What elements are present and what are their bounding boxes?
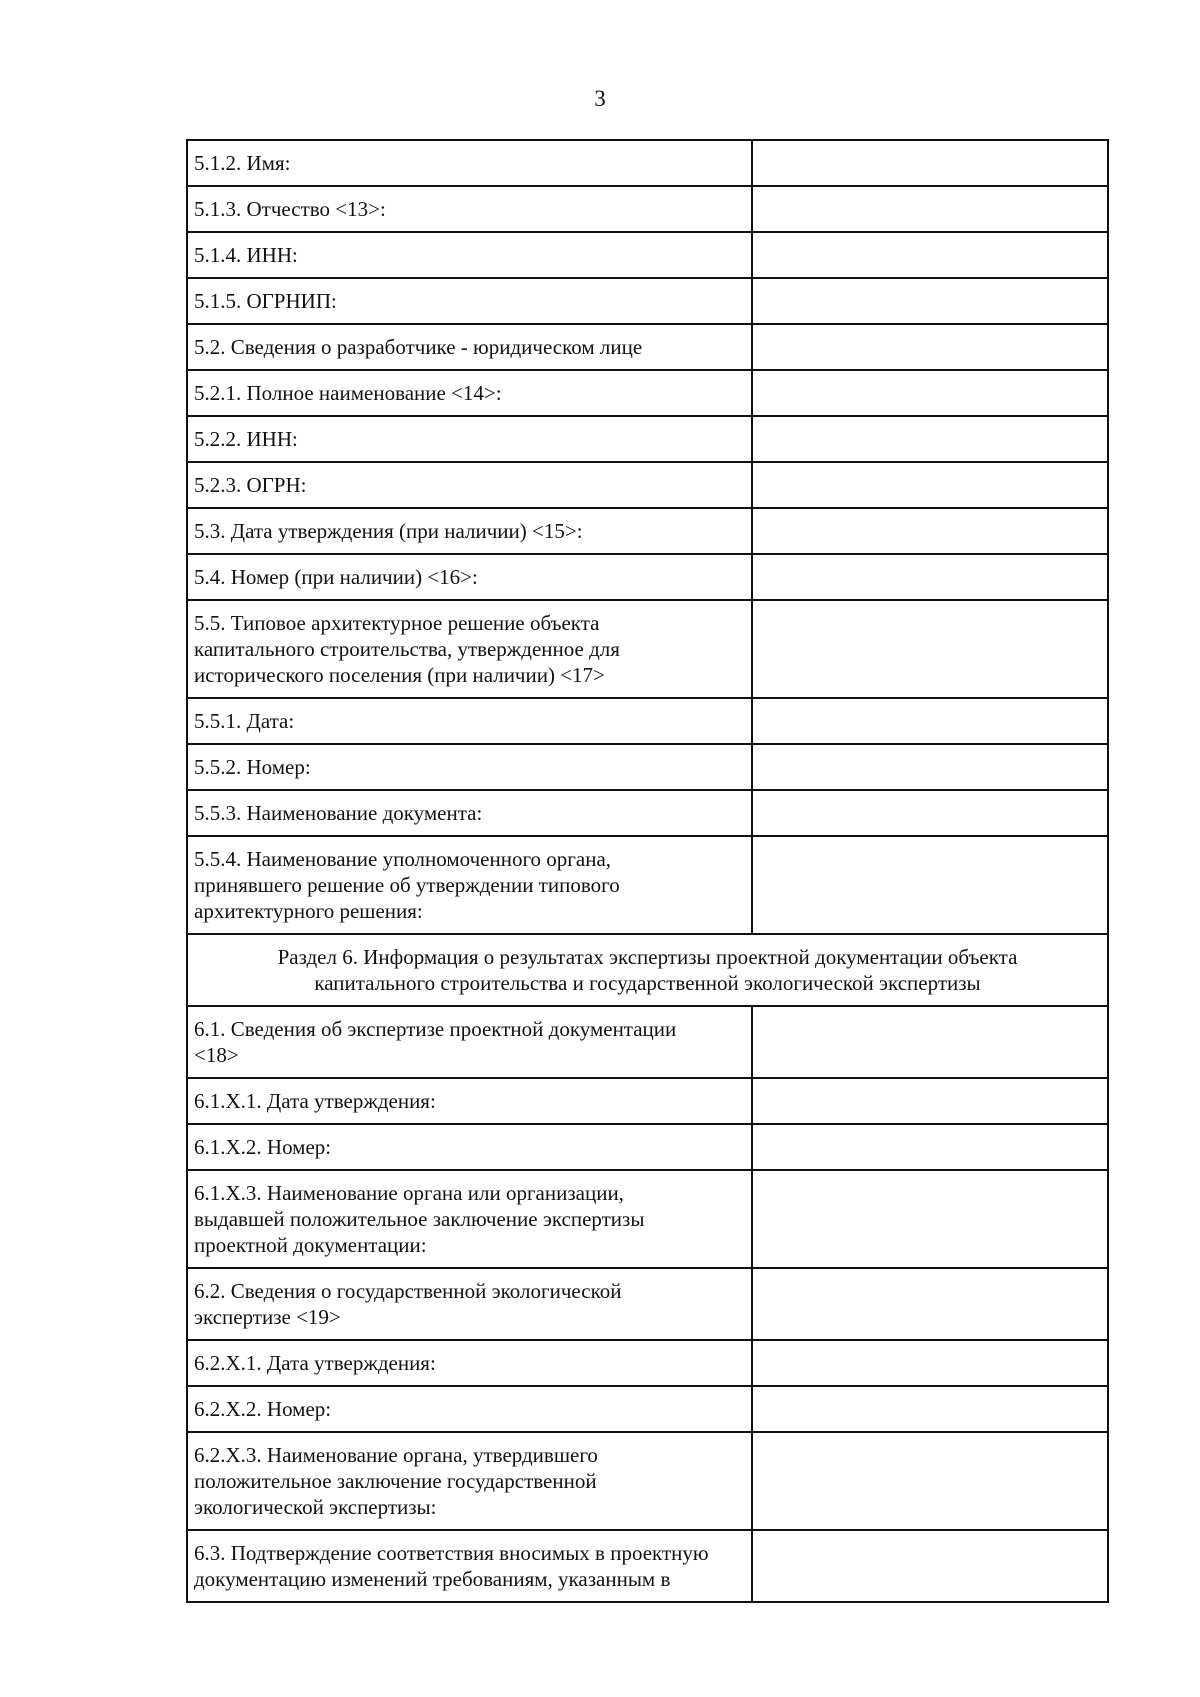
form-row bbox=[187, 600, 1108, 698]
field-value bbox=[752, 462, 1108, 508]
field-label: 5.3. Дата утверждения (при наличии) <15>: bbox=[187, 508, 752, 554]
form-row bbox=[187, 554, 1108, 600]
field-value bbox=[752, 508, 1108, 554]
form-row bbox=[187, 324, 1108, 370]
field-value bbox=[752, 278, 1108, 324]
field-label: 5.5.4. Наименование уполномоченного органа, принявшего решение об утверждении типового архитектурного решения: bbox=[187, 836, 752, 934]
field-value bbox=[752, 1340, 1108, 1386]
field-label: 5.2.3. ОГРН: bbox=[187, 462, 752, 508]
form-row bbox=[187, 1170, 1108, 1268]
field-value bbox=[752, 416, 1108, 462]
form-row bbox=[187, 1432, 1108, 1530]
field-value bbox=[752, 1268, 1108, 1340]
form-row bbox=[187, 1386, 1108, 1432]
field-value bbox=[752, 554, 1108, 600]
field-value bbox=[752, 1386, 1108, 1432]
field-label: 5.2.2. ИНН: bbox=[187, 416, 752, 462]
field-label: 5.5.3. Наименование документа: bbox=[187, 790, 752, 836]
field-label: 6.1. Сведения об экспертизе проектной документации <18> bbox=[187, 1006, 752, 1078]
field-value bbox=[752, 600, 1108, 698]
field-value bbox=[752, 744, 1108, 790]
form-row bbox=[187, 698, 1108, 744]
field-label: 5.1.3. Отчество <13>: bbox=[187, 186, 752, 232]
form-row bbox=[187, 508, 1108, 554]
field-value bbox=[752, 1006, 1108, 1078]
field-value bbox=[752, 324, 1108, 370]
field-value bbox=[752, 1432, 1108, 1530]
field-value bbox=[752, 232, 1108, 278]
form-row bbox=[187, 370, 1108, 416]
form-row bbox=[187, 1078, 1108, 1124]
form-row bbox=[187, 1530, 1108, 1602]
field-label: 6.1.X.3. Наименование органа или организации, выдавшей положительное заключение экспертизы проектной документации: bbox=[187, 1170, 752, 1268]
form-row bbox=[187, 416, 1108, 462]
section-heading: Раздел 6. Информация о результатах экспертизы проектной документации объекта капитального строительства и государственной экологической экспертизы bbox=[187, 934, 1108, 1006]
form-table bbox=[186, 139, 1109, 1603]
form-row bbox=[187, 1006, 1108, 1078]
field-label: 6.2.X.2. Номер: bbox=[187, 1386, 752, 1432]
field-value bbox=[752, 1124, 1108, 1170]
field-value bbox=[752, 1078, 1108, 1124]
field-label: 5.4. Номер (при наличии) <16>: bbox=[187, 554, 752, 600]
field-value bbox=[752, 698, 1108, 744]
form-row bbox=[187, 744, 1108, 790]
field-label: 5.1.4. ИНН: bbox=[187, 232, 752, 278]
form-row bbox=[187, 232, 1108, 278]
field-value bbox=[752, 836, 1108, 934]
field-label: 5.1.5. ОГРНИП: bbox=[187, 278, 752, 324]
field-value bbox=[752, 370, 1108, 416]
field-label: 5.2. Сведения о разработчике - юридическом лице bbox=[187, 324, 752, 370]
form-row bbox=[187, 836, 1108, 934]
form-row bbox=[187, 1268, 1108, 1340]
field-label: 5.5. Типовое архитектурное решение объекта капитального строительства, утвержденное для исторического поселения (при наличии) <17> bbox=[187, 600, 752, 698]
field-label: 5.2.1. Полное наименование <14>: bbox=[187, 370, 752, 416]
form-row bbox=[187, 278, 1108, 324]
field-label: 5.1.2. Имя: bbox=[187, 140, 752, 186]
section-heading-row bbox=[187, 934, 1108, 1006]
form-row bbox=[187, 1340, 1108, 1386]
field-value bbox=[752, 186, 1108, 232]
form-row bbox=[187, 140, 1108, 186]
form-row bbox=[187, 1124, 1108, 1170]
field-label: 5.5.1. Дата: bbox=[187, 698, 752, 744]
field-label: 6.2.X.1. Дата утверждения: bbox=[187, 1340, 752, 1386]
form-row bbox=[187, 462, 1108, 508]
field-label: 6.2. Сведения о государственной экологической экспертизе <19> bbox=[187, 1268, 752, 1340]
form-row bbox=[187, 790, 1108, 836]
form-row bbox=[187, 186, 1108, 232]
field-label: 6.1.X.1. Дата утверждения: bbox=[187, 1078, 752, 1124]
field-label: 6.2.X.3. Наименование органа, утвердившего положительное заключение государственной экологической экспертизы: bbox=[187, 1432, 752, 1530]
field-label: 5.5.2. Номер: bbox=[187, 744, 752, 790]
form-table-body bbox=[187, 140, 1108, 1602]
field-label: 6.3. Подтверждение соответствия вносимых в проектную документацию изменений требованиям, указанным в bbox=[187, 1530, 752, 1602]
field-value bbox=[752, 1170, 1108, 1268]
field-value bbox=[752, 790, 1108, 836]
field-value bbox=[752, 140, 1108, 186]
page-number: 3 bbox=[594, 86, 606, 111]
field-value bbox=[752, 1530, 1108, 1602]
field-label: 6.1.X.2. Номер: bbox=[187, 1124, 752, 1170]
